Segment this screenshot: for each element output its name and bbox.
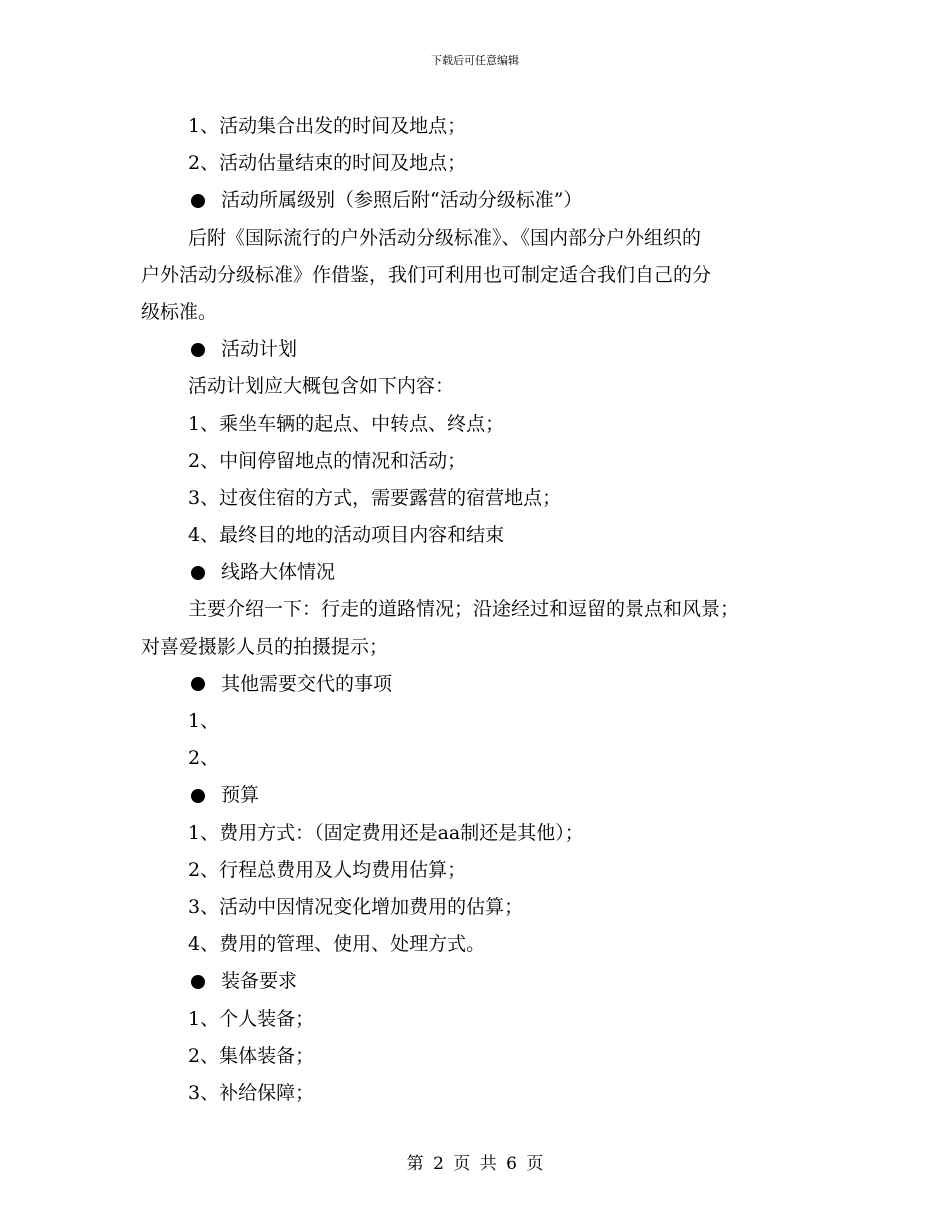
section-heading-text: 活动计划 (221, 338, 298, 361)
paragraph-line: 对喜爱摄影人员的拍摄提示； (141, 635, 389, 658)
page-content (141, 108, 811, 1112)
bullet-icon (191, 343, 205, 357)
list-item: 2、集体装备； (188, 1044, 315, 1067)
list-item: 1、 (188, 710, 220, 733)
section-heading-text: 装备要求 (221, 970, 298, 993)
list-item: 3、过夜住宿的方式，需要露营的宿营地点； (188, 486, 562, 509)
section-heading-gear (141, 963, 811, 1000)
paragraph-line: 户外活动分级标准》作借鉴，我们可利用也可制定适合我们自己的分 (141, 263, 712, 286)
list-item: 2、中间停留地点的情况和活动； (188, 449, 467, 472)
list-item: 3、活动中因情况变化增加费用的估算； (188, 896, 524, 919)
list-item: 2、 (188, 747, 220, 770)
paragraph-line: 级标准。 (141, 300, 218, 323)
list-item: 4、费用的管理、使用、处理方式。 (188, 933, 486, 956)
section-heading-text: 其他需要交代的事项 (221, 672, 393, 695)
section-heading-other (141, 666, 811, 703)
text-line: 1、活动集合出发的时间及地点； (188, 115, 467, 137)
paragraph-line: 后附《国际流行的户外活动分级标准》、《国内部分户外组织的 (188, 226, 702, 249)
text-line: 2、活动估量结束的时间及地点； (188, 152, 467, 175)
section-heading-grading (141, 182, 811, 219)
section-heading-text: 预算 (221, 784, 260, 807)
section-heading-route (141, 554, 811, 591)
list-item: 1、费用方式：（固定费用还是aa制还是其他）； (188, 821, 584, 844)
section-heading-budget (141, 777, 811, 814)
bullet-icon (191, 677, 205, 691)
list-item: 4、最终目的地的活动项目内容和结束 (188, 524, 505, 547)
bullet-icon (191, 789, 205, 803)
section-heading-text: 活动所属级别（参照后附“活动分级标准”） (221, 189, 583, 212)
list-item: 3、补给保障； (188, 1081, 315, 1104)
list-item: 1、个人装备； (188, 1007, 315, 1030)
paragraph-route (141, 591, 811, 665)
text-line: 活动计划应大概包含如下内容： (188, 375, 455, 398)
section-heading-text: 线路大体情况 (221, 561, 336, 584)
bullet-icon (191, 975, 205, 989)
paragraph-grading (141, 220, 811, 332)
bullet-icon (191, 566, 205, 580)
list-item: 2、行程总费用及人均费用估算； (188, 858, 467, 881)
page-footer: 第 2 页 共 6 页 (406, 1154, 544, 1174)
page-header: 下载后可任意编辑 (431, 54, 519, 67)
paragraph-line: 主要介绍一下：行走的道路情况；沿途经过和逗留的景点和风景； (188, 598, 740, 621)
section-heading-plan (141, 331, 811, 368)
bullet-icon (191, 194, 205, 208)
list-item: 1、乘坐车辆的起点、中转点、终点； (188, 412, 505, 435)
